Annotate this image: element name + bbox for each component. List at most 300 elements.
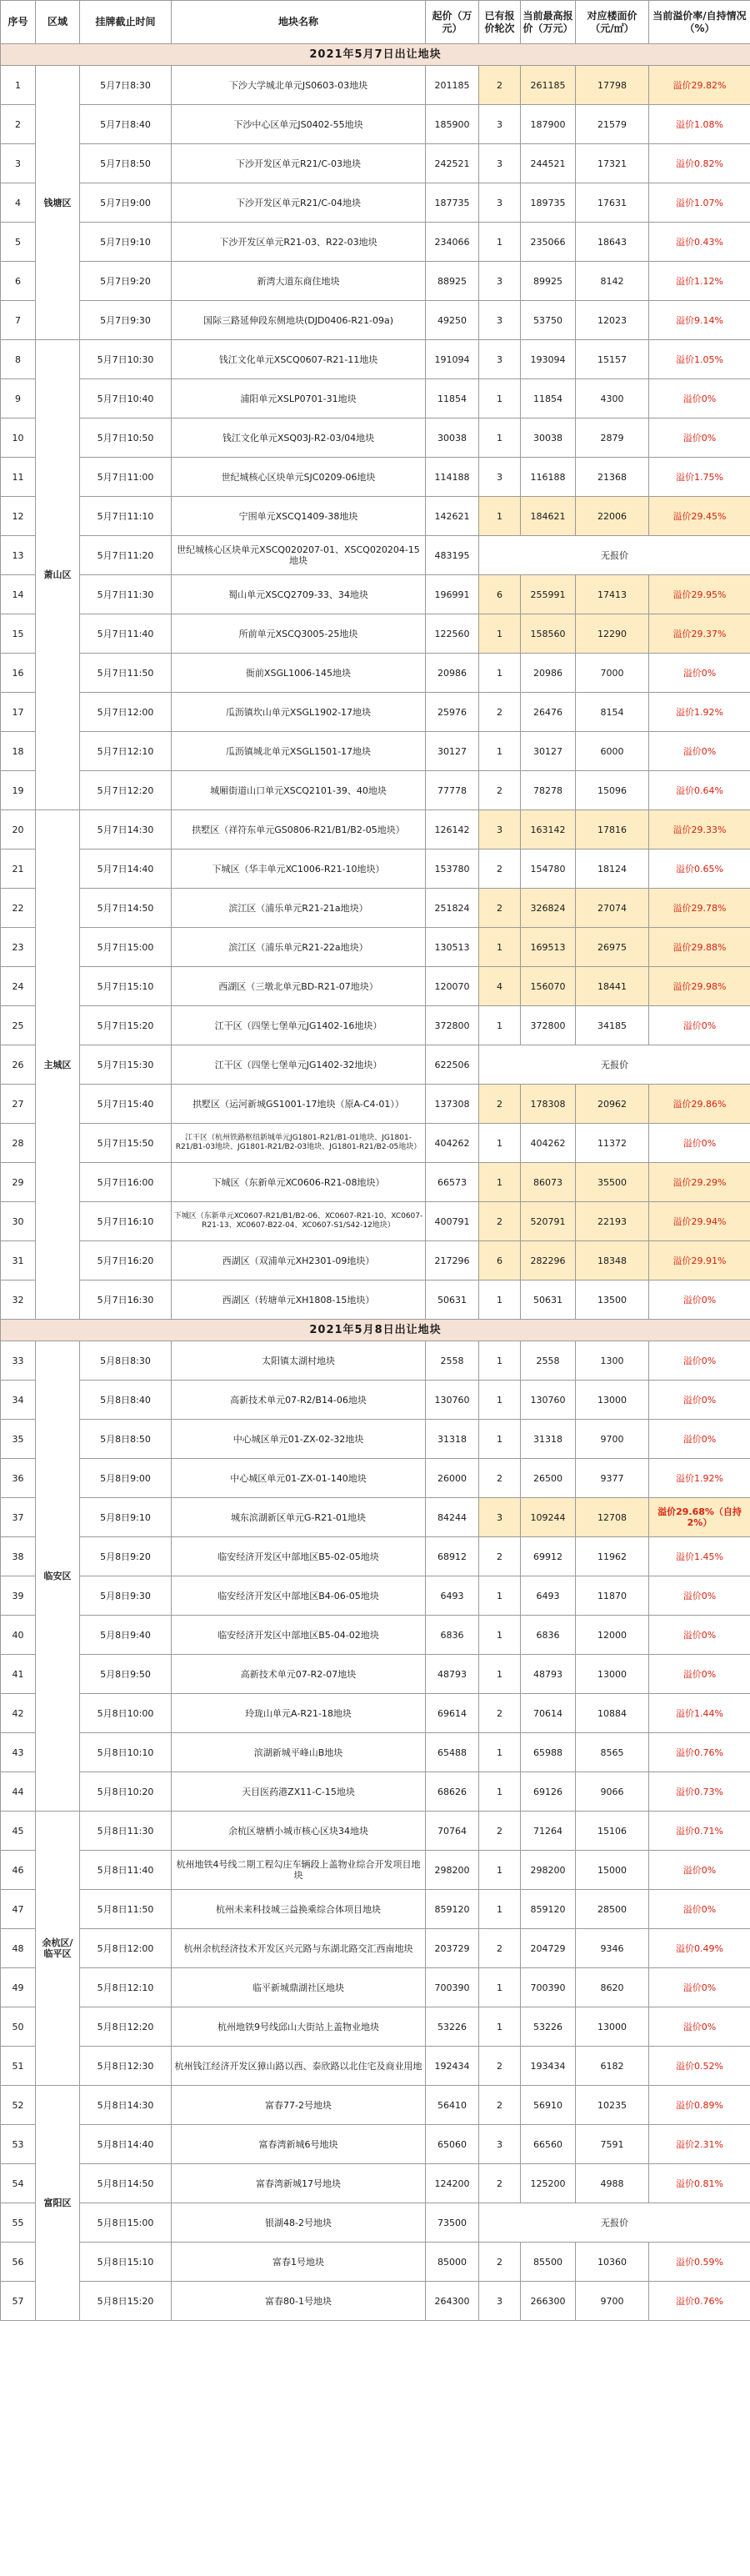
parcel-name: 中心城区单元01-ZX-02-32地块 [172,1420,426,1459]
bid-rounds: 1 [479,1006,521,1045]
parcel-name: 杭州未来科技城三益换乘综合体项目地块 [172,1890,426,1929]
parcel-name: 钱江文化单元XSCQ0607-R21-11地块 [172,340,426,379]
premium-rate: 溢价1.92% [649,693,750,732]
row-number: 49 [1,1968,36,2007]
premium-rate: 溢价1.92% [649,1459,750,1498]
parcel-name: 钱江文化单元XSQ03J-R2-03/04地块 [172,418,426,458]
table-row [1,967,750,1006]
floor-price: 9346 [576,1929,649,1968]
highest-bid: 372800 [521,1006,576,1045]
table-row [1,732,750,771]
deadline-cell: 5月7日11:40 [80,614,172,654]
floor-price: 15096 [576,771,649,810]
parcel-name: 富春湾新城17号地块 [172,2164,426,2203]
premium-rate: 溢价0.81% [649,2164,750,2203]
start-price: 251824 [426,889,479,928]
table-row [1,1381,750,1420]
bid-rounds: 1 [479,1733,521,1772]
deadline-cell: 5月8日9:30 [80,1576,172,1616]
floor-price: 9700 [576,2282,649,2321]
highest-bid: 56910 [521,2086,576,2125]
highest-bid: 65988 [521,1733,576,1772]
highest-bid: 178308 [521,1085,576,1124]
header-district: 区域 [36,1,80,44]
premium-rate: 溢价0% [649,1420,750,1459]
parcel-name: 滨江区（浦乐单元R21-21a地块） [172,889,426,928]
floor-price: 7591 [576,2125,649,2164]
parcel-name: 富春湾新城6号地块 [172,2125,426,2164]
header-rounds: 已有报价轮次 [479,1,521,44]
table-row [1,1812,750,1851]
row-number: 15 [1,614,36,654]
no-bid-cell: 无报价 [479,536,750,575]
premium-rate: 溢价0.64% [649,771,750,810]
premium-rate: 溢价0.65% [649,849,750,889]
table-row [1,1851,750,1890]
premium-rate: 溢价29.95% [649,575,750,614]
header-floor-price: 对应楼面价（元/㎡） [576,1,649,44]
start-price: 130513 [426,928,479,967]
section-title: 2021年5月8日出让地块 [1,1320,750,1341]
premium-rate: 溢价0% [649,1576,750,1616]
premium-rate: 溢价29.68%（自持2%） [649,1498,750,1537]
floor-price: 8154 [576,693,649,732]
start-price: 196991 [426,575,479,614]
floor-price: 18348 [576,1241,649,1280]
bid-rounds: 2 [479,2164,521,2203]
start-price: 191094 [426,340,479,379]
table-row [1,1772,750,1812]
parcel-name: 杭州地铁9号线邱山大街站上盖物业地块 [172,2007,426,2047]
row-number: 52 [1,2086,36,2125]
table-row [1,2164,750,2203]
highest-bid: 116188 [521,458,576,497]
parcel-name: 中心城区单元01-ZX-01-140地块 [172,1459,426,1498]
deadline-cell: 5月7日9:00 [80,183,172,223]
table-row [1,1929,750,1968]
bid-rounds: 1 [479,1280,521,1320]
table-row [1,654,750,693]
floor-price: 34185 [576,1006,649,1045]
floor-price: 21579 [576,105,649,144]
floor-price: 17798 [576,66,649,105]
table-row [1,1241,750,1280]
parcel-name: 瓜沥镇坎山单元XSGL1902-17地块 [172,693,426,732]
bid-rounds: 3 [479,810,521,849]
deadline-cell: 5月7日15:30 [80,1045,172,1085]
premium-rate: 溢价0% [649,1341,750,1381]
start-price: 153780 [426,849,479,889]
parcel-name: 瓜沥镇城北单元XSGL1501-17地块 [172,732,426,771]
header-row [1,1,750,44]
header-no: 序号 [1,1,36,44]
premium-rate: 溢价0.49% [649,1929,750,1968]
table-row [1,379,750,418]
floor-price: 10360 [576,2243,649,2282]
row-number: 57 [1,2282,36,2321]
floor-price: 13000 [576,2007,649,2047]
premium-rate: 溢价29.29% [649,1163,750,1202]
highest-bid: 156070 [521,967,576,1006]
parcel-name: 江干区（四堡七堡单元JG1402-16地块） [172,1006,426,1045]
floor-price: 13000 [576,1381,649,1420]
start-price: 126142 [426,810,479,849]
bid-rounds: 3 [479,262,521,301]
bid-rounds: 2 [479,1694,521,1733]
parcel-name: 临安经济开发区中部地区B5-04-02地块 [172,1616,426,1655]
floor-price: 15106 [576,1812,649,1851]
row-number: 56 [1,2243,36,2282]
start-price: 84244 [426,1498,479,1537]
row-number: 9 [1,379,36,418]
premium-rate: 溢价0.73% [649,1772,750,1812]
deadline-cell: 5月8日15:10 [80,2243,172,2282]
bid-rounds: 2 [479,849,521,889]
highest-bid: 255991 [521,575,576,614]
table-row [1,849,750,889]
header-premium-rate: 当前溢价率/自持情况（%） [649,1,750,44]
table-row [1,1280,750,1320]
table-row [1,771,750,810]
floor-price: 8565 [576,1733,649,1772]
table-row [1,2243,750,2282]
table-row [1,301,750,340]
floor-price: 12023 [576,301,649,340]
start-price: 56410 [426,2086,479,2125]
district-cell: 钱塘区 [36,66,80,340]
parcel-name: 临安经济开发区中部地区B4-06-05地块 [172,1576,426,1616]
floor-price: 17631 [576,183,649,223]
bid-rounds: 1 [479,1420,521,1459]
bid-rounds: 3 [479,340,521,379]
row-number: 33 [1,1341,36,1381]
row-number: 40 [1,1616,36,1655]
parcel-name: 玲珑山单元A-R21-18地块 [172,1694,426,1733]
premium-rate: 溢价0.43% [649,223,750,262]
highest-bid: 130760 [521,1381,576,1420]
floor-price: 2879 [576,418,649,458]
highest-bid: 700390 [521,1968,576,2007]
floor-price: 26975 [576,928,649,967]
deadline-cell: 5月7日10:50 [80,418,172,458]
start-price: 483195 [426,536,479,575]
table-row [1,2125,750,2164]
highest-bid: 26500 [521,1459,576,1498]
deadline-cell: 5月8日11:50 [80,1890,172,1929]
table-row [1,810,750,849]
highest-bid: 244521 [521,144,576,183]
start-price: 298200 [426,1851,479,1890]
start-price: 404262 [426,1124,479,1163]
premium-rate: 溢价0% [649,654,750,693]
deadline-cell: 5月7日11:00 [80,458,172,497]
parcel-name: 下城区（华丰单元XC1006-R21-10地块） [172,849,426,889]
parcel-name: 杭州钱江经济开发区獐山路以西、泰欣路以北住宅及商业用地 [172,2047,426,2086]
row-number: 6 [1,262,36,301]
premium-rate: 溢价2.31% [649,2125,750,2164]
deadline-cell: 5月8日11:30 [80,1812,172,1851]
premium-rate: 溢价29.88% [649,928,750,967]
premium-rate: 溢价29.33% [649,810,750,849]
row-number: 34 [1,1381,36,1420]
header-start-price: 起价（万元） [426,1,479,44]
deadline-cell: 5月7日12:10 [80,732,172,771]
bid-rounds: 3 [479,2282,521,2321]
floor-price: 18643 [576,223,649,262]
bid-rounds: 1 [479,1655,521,1694]
parcel-name: 城东滨湖新区单元G-R21-01地块 [172,1498,426,1537]
start-price: 30038 [426,418,479,458]
table-row [1,105,750,144]
table-row [1,1968,750,2007]
row-number: 27 [1,1085,36,1124]
highest-bid: 66560 [521,2125,576,2164]
parcel-name: 拱墅区（祥符东单元GS0806-R21/B1/B2-05地块） [172,810,426,849]
highest-bid: 184621 [521,497,576,536]
start-price: 124200 [426,2164,479,2203]
premium-rate: 溢价0% [649,1280,750,1320]
bid-rounds: 6 [479,1241,521,1280]
parcel-name: 蜀山单元XSCQ2709-33、34地块 [172,575,426,614]
district-cell: 临安区 [36,1341,80,1812]
start-price: 2558 [426,1341,479,1381]
bid-rounds: 1 [479,1124,521,1163]
premium-rate: 溢价0% [649,1655,750,1694]
floor-price: 18124 [576,849,649,889]
floor-price: 9700 [576,1420,649,1459]
highest-bid: 6836 [521,1616,576,1655]
section-header-row [1,1320,750,1341]
row-number: 14 [1,575,36,614]
highest-bid: 326824 [521,889,576,928]
deadline-cell: 5月8日8:40 [80,1381,172,1420]
no-bid-cell: 无报价 [479,1045,750,1085]
premium-rate: 溢价0% [649,418,750,458]
parcel-name: 余杭区塘栖小城市核心区块34地块 [172,1812,426,1851]
bid-rounds: 2 [479,1202,521,1241]
deadline-cell: 5月8日9:10 [80,1498,172,1537]
table-row [1,1537,750,1576]
start-price: 11854 [426,379,479,418]
highest-bid: 169513 [521,928,576,967]
row-number: 17 [1,693,36,732]
table-row [1,889,750,928]
highest-bid: 70614 [521,1694,576,1733]
floor-price: 1300 [576,1341,649,1381]
highest-bid: 298200 [521,1851,576,1890]
floor-price: 4988 [576,2164,649,2203]
parcel-name: 滨湖新城平峰山B地块 [172,1733,426,1772]
highest-bid: 193094 [521,340,576,379]
deadline-cell: 5月8日9:50 [80,1655,172,1694]
parcel-name: 临安经济开发区中部地区B5-02-05地块 [172,1537,426,1576]
premium-rate: 溢价1.45% [649,1537,750,1576]
bid-rounds: 1 [479,418,521,458]
premium-rate: 溢价0.76% [649,2282,750,2321]
deadline-cell: 5月8日14:50 [80,2164,172,2203]
premium-rate: 溢价0% [649,1616,750,1655]
premium-rate: 溢价0.89% [649,2086,750,2125]
start-price: 142621 [426,497,479,536]
highest-bid: 235066 [521,223,576,262]
start-price: 30127 [426,732,479,771]
highest-bid: 404262 [521,1124,576,1163]
table-row [1,693,750,732]
premium-rate: 溢价29.86% [649,1085,750,1124]
deadline-cell: 5月7日8:40 [80,105,172,144]
row-number: 47 [1,1890,36,1929]
highest-bid: 109244 [521,1498,576,1537]
row-number: 32 [1,1280,36,1320]
highest-bid: 859120 [521,1890,576,1929]
deadline-cell: 5月7日16:30 [80,1280,172,1320]
district-cell: 主城区 [36,810,80,1320]
start-price: 203729 [426,1929,479,1968]
deadline-cell: 5月7日12:20 [80,771,172,810]
floor-price: 18441 [576,967,649,1006]
premium-rate: 溢价0% [649,1381,750,1420]
floor-price: 17321 [576,144,649,183]
highest-bid: 154780 [521,849,576,889]
row-number: 41 [1,1655,36,1694]
floor-price: 12000 [576,1616,649,1655]
table-row [1,1459,750,1498]
premium-rate: 溢价0% [649,1968,750,2007]
parcel-name: 西湖区（双浦单元XH2301-09地块） [172,1241,426,1280]
deadline-cell: 5月8日15:00 [80,2203,172,2243]
table-row [1,1006,750,1045]
row-number: 20 [1,810,36,849]
row-number: 37 [1,1498,36,1537]
start-price: 65060 [426,2125,479,2164]
highest-bid: 71264 [521,1812,576,1851]
table-row [1,1085,750,1124]
row-number: 1 [1,66,36,105]
section-title: 2021年5月7日出让地块 [1,44,750,66]
row-number: 39 [1,1576,36,1616]
highest-bid: 30127 [521,732,576,771]
premium-rate: 溢价0.76% [649,1733,750,1772]
deadline-cell: 5月8日12:20 [80,2007,172,2047]
table-row [1,1890,750,1929]
bid-rounds: 2 [479,693,521,732]
bid-rounds: 2 [479,889,521,928]
start-price: 73500 [426,2203,479,2243]
parcel-name: 富春80-1号地块 [172,2282,426,2321]
highest-bid: 266300 [521,2282,576,2321]
bid-rounds: 2 [479,2047,521,2086]
start-price: 77778 [426,771,479,810]
parcel-name: 天目医药港ZX11-C-15地块 [172,1772,426,1812]
premium-rate: 溢价0.71% [649,1812,750,1851]
deadline-cell: 5月8日8:30 [80,1341,172,1381]
row-number: 26 [1,1045,36,1085]
start-price: 192434 [426,2047,479,2086]
parcel-name: 下城区（东新单元XC0606-R21-08地块） [172,1163,426,1202]
row-number: 19 [1,771,36,810]
highest-bid: 69912 [521,1537,576,1576]
start-price: 187735 [426,183,479,223]
deadline-cell: 5月7日9:10 [80,223,172,262]
row-number: 35 [1,1420,36,1459]
table-row [1,223,750,262]
row-number: 42 [1,1694,36,1733]
highest-bid: 50631 [521,1280,576,1320]
start-price: 49250 [426,301,479,340]
header-deadline: 挂牌截止时间 [80,1,172,44]
start-price: 122560 [426,614,479,654]
row-number: 54 [1,2164,36,2203]
row-number: 13 [1,536,36,575]
row-number: 21 [1,849,36,889]
start-price: 242521 [426,144,479,183]
table-row [1,458,750,497]
bid-rounds: 2 [479,1812,521,1851]
bid-rounds: 1 [479,1163,521,1202]
floor-price: 11372 [576,1124,649,1163]
highest-bid: 261185 [521,66,576,105]
parcel-name: 下沙开发区单元R21-03、R22-03地块 [172,223,426,262]
deadline-cell: 5月7日15:00 [80,928,172,967]
parcel-name: 衙前XSGL1006-145地块 [172,654,426,693]
premium-rate: 溢价0.59% [649,2243,750,2282]
floor-price: 9377 [576,1459,649,1498]
deadline-cell: 5月7日8:50 [80,144,172,183]
table-row [1,614,750,654]
row-number: 23 [1,928,36,967]
bid-rounds: 2 [479,2243,521,2282]
bid-rounds: 3 [479,105,521,144]
start-price: 622506 [426,1045,479,1085]
table-row [1,2282,750,2321]
start-price: 70764 [426,1812,479,1851]
highest-bid: 204729 [521,1929,576,1968]
start-price: 700390 [426,1968,479,2007]
bid-rounds: 2 [479,771,521,810]
highest-bid: 53226 [521,2007,576,2047]
start-price: 859120 [426,1890,479,1929]
floor-price: 15157 [576,340,649,379]
table-row [1,340,750,379]
bid-rounds: 1 [479,1576,521,1616]
floor-price: 13000 [576,1655,649,1694]
floor-price: 20962 [576,1085,649,1124]
district-cell: 富阳区 [36,2086,80,2321]
bid-rounds: 2 [479,1929,521,1968]
bid-rounds: 1 [479,654,521,693]
table-row [1,1498,750,1537]
floor-price: 27074 [576,889,649,928]
deadline-cell: 5月7日8:30 [80,66,172,105]
highest-bid: 85500 [521,2243,576,2282]
premium-rate: 溢价1.08% [649,105,750,144]
floor-price: 12708 [576,1498,649,1537]
bid-rounds: 3 [479,301,521,340]
table-row [1,183,750,223]
bid-rounds: 1 [479,614,521,654]
highest-bid: 2558 [521,1341,576,1381]
start-price: 130760 [426,1381,479,1420]
deadline-cell: 5月7日11:50 [80,654,172,693]
highest-bid: 86073 [521,1163,576,1202]
table-row [1,536,750,575]
table-row [1,1163,750,1202]
row-number: 5 [1,223,36,262]
bid-rounds: 2 [479,1459,521,1498]
table-row [1,418,750,458]
start-price: 137308 [426,1085,479,1124]
premium-rate: 溢价0% [649,2007,750,2047]
